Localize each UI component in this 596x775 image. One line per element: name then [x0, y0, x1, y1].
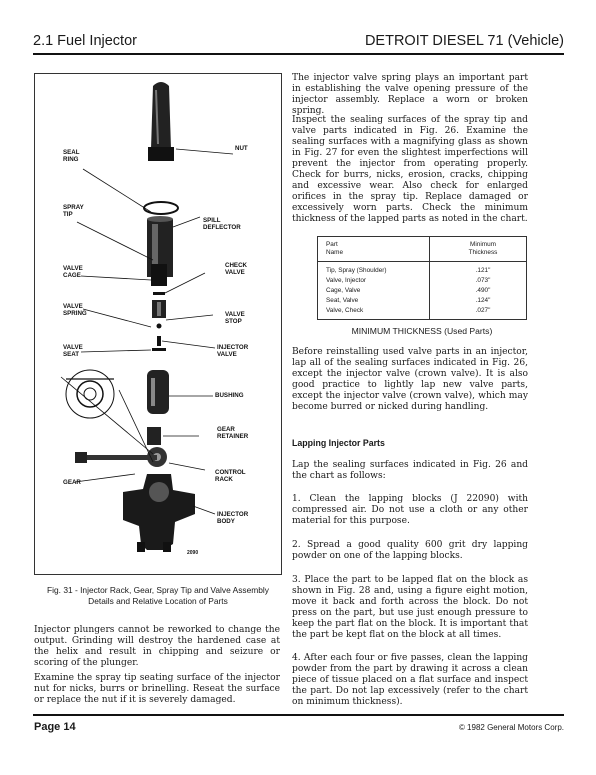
check-valve-part — [153, 292, 165, 295]
figure-caption: Fig. 31 - Injector Rack, Gear, Spray Tip and Valve Assembly Details and Relative Location of Parts — [47, 585, 269, 606]
table-header-part: Part Name — [326, 241, 344, 256]
table-row-part: Cage, Valve — [326, 287, 361, 294]
page-header — [33, 33, 564, 53]
footer-rule — [33, 714, 564, 716]
valve-seat-part — [152, 348, 166, 351]
label-injector-body: INJECTOR BODY — [217, 511, 249, 525]
label-valve-cage: VALVE CAGE — [63, 265, 83, 279]
table-row-part: Valve, Check — [326, 307, 364, 314]
injector-nut — [151, 82, 171, 149]
page-number: Page 14 — [34, 721, 76, 733]
label-valve-seat: VALVE SEAT — [63, 344, 83, 358]
paragraph-valve-spring: The injector valve spring plays an important part in establishing the valve opening pressure of the injector assembly. Replace a worn or broken spring. — [292, 73, 528, 116]
label-check-valve: CHECK VALVE — [225, 262, 248, 276]
manual-title: DETROIT DIESEL 71 (Vehicle) — [364, 33, 564, 49]
table-header-thickness: Minimum Thickness — [468, 241, 498, 256]
seal-ring — [144, 202, 178, 214]
label-injector-valve: INJECTOR VALVE — [217, 344, 249, 358]
table-caption: MINIMUM THICKNESS (Used Parts) — [351, 326, 493, 336]
paragraph-spray-tip-seat: Examine the spray tip seating surface of the injector nut for nicks, burrs or brinelling. Reseat the surface or replace the nut if it is severely damaged. — [34, 673, 280, 705]
section-title: 2.1 Fuel Injector — [33, 33, 137, 49]
table-row-part: Tip, Spray (Shoulder) — [326, 267, 387, 274]
figure-31 — [34, 73, 282, 575]
valve-stop-part — [157, 324, 162, 329]
label-spill-deflector: SPILL DEFLECTOR — [203, 217, 241, 231]
figure-number: 2090 — [187, 550, 199, 556]
paragraph-lapping-intro: Lap the sealing surfaces indicated in Fig. 26 and the chart as follows: — [292, 460, 528, 481]
copyright: © 1982 General Motors Corp. — [458, 723, 564, 732]
gear-detail-inset — [66, 370, 114, 418]
paragraph-reinstall: Before reinstalling used valve parts in an injector, lap all of the sealing surfaces indicated in Fig. 26, except the injector valve (crown valve). It is also good practice to lightly lap new valve parts, except the injector valve (crown valve), which may become burred or nicked during handling. — [292, 347, 528, 412]
table-row-value: .073" — [475, 277, 491, 284]
label-spray-tip: SPRAY TIP — [63, 204, 84, 218]
injector-nut-base — [148, 147, 174, 161]
table-row-value: .121" — [475, 267, 491, 274]
minimum-thickness-table — [317, 236, 527, 320]
header-rule — [33, 53, 564, 55]
paragraph-plungers: Injector plungers cannot be reworked to change the output. Grinding will destroy the hardened case at the helix and result in chipping and seizure or scoring of the plunger. — [34, 625, 280, 668]
label-control-rack: CONTROL RACK — [215, 469, 246, 483]
control-rack-part — [75, 455, 157, 460]
label-gear: GEAR — [63, 479, 81, 486]
label-valve-stop: VALVE STOP — [225, 311, 245, 325]
step-2: 2. Spread a good quality 600 grit dry lapping powder on one of the lapping blocks. — [292, 540, 528, 561]
injector-valve-part — [157, 336, 161, 346]
step-3: 3. Place the part to be lapped flat on the block as shown in Fig. 28 and, using a figure eight motion, move it back and forth across the block. Do not press on the part, but use just enough pressure to keep the part flat on the block. It is important that the part be kept flat on the block at all times. — [292, 575, 528, 640]
subheading-lapping: Lapping Injector Parts — [292, 438, 385, 448]
gear-retainer-part — [147, 427, 161, 445]
label-bushing: BUSHING — [215, 392, 244, 399]
step-4: 4. After each four or five passes, clean the lapping powder from the part by drawing it across a clean piece of tissue placed on a flat surface and inspect the part. Do not lap excessively (refer to the chart on minimum thickness). — [292, 653, 528, 707]
bushing-part — [147, 370, 169, 414]
table-row-value: .027" — [475, 307, 491, 314]
label-nut: NUT — [235, 145, 248, 152]
label-seal-ring: SEAL RING — [63, 149, 80, 163]
table-row-part: Valve, Injector — [326, 277, 367, 284]
paragraph-inspect: Inspect the sealing surfaces of the spray tip and valve parts indicated in Fig. 26. Examine the sealing surfaces with a magnifying glass as shown in Fig. 27 for even the slightest imperfections will prevent the injector from operating properly. Check for burrs, nicks, erosion, cracks, chipping and excessive wear. Also check for enlarged orifices in the spray tip. Replace damaged or excessively worn parts. Check the minimum thickness of the lapped parts as noted in the chart. — [292, 115, 528, 224]
table-row-value: .490" — [475, 287, 491, 294]
step-1: 1. Clean the lapping blocks (J 22090) with compressed air. Do not use a cloth or any other material for this purpose. — [292, 494, 528, 526]
label-gear-retainer: GEAR RETAINER — [217, 426, 249, 440]
table-row-part: Seat, Valve — [326, 297, 359, 304]
valve-cage — [151, 264, 167, 286]
label-valve-spring: VALVE SPRING — [63, 303, 87, 317]
table-row-value: .124" — [475, 297, 491, 304]
